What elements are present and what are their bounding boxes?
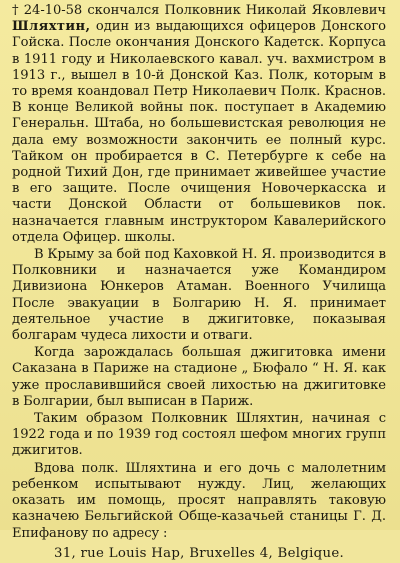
paragraph-1 [12,3,386,246]
surname: Шляхтин, [12,19,91,35]
paragraph-3: Когда зарождалась большая джигитовка имени Саказана в Париже на стадионе „ Бюфало “ Н. Я. как уже прославившийся своей лихостью на джигитовке в Болгарии, был выписан в Париж. [12,345,386,409]
intro-text: скончался Полковник Николай Яковлевич [87,3,386,18]
death-date: 24-10-58 [23,3,83,18]
paragraph-4: Таким образом Полковник Шляхтин, начиная с 1922 года и по 1939 год состоял шефом многих групп джигитов. [12,411,386,459]
dagger-mark: † [12,3,20,18]
postal-address: 31, rue Louis Hap, Bruxelles 4, Belgique. [53,545,345,561]
paragraph-1-rest: один из выдающихся офицеров Донского Гойска. После окончания Донского Кадетск. Корпуса в 1911 году и Николаевского кавал. уч. вахмистром в 1913 г., вышел в 10-й Донской Каз. Полк, которым в то время коандовал Петр Николаевич Полк. Краснов. В конце Великой войны пок. поступает в Академию Генеральн. Штаба, но большевистская революция не дала ему возможности закончить ее полный курс. Тайком он пробирается в С. Петербурге к себе на родной Тихий Дон, где принимает живейшее участие в его защите. После очищения Новочеркасска и части Донской Области от большевиков пок. назначается главным инструктором Кавалерийского отдела Офицер. школы. [12,19,387,245]
paragraph-5: Вдова полк. Шляхтина и его дочь с малолетним ребенком испытывают нужду. Лиц, желающих оказать им помощь, просят направлять таковую казначею Бельгийской Обще-казачьей станицы Г. Д. Епифанову по адресу : [12,460,386,541]
paragraph-2: В Крыму за бой под Каховкой Н. Я. производится в Полковники и назначается уже Командиром Дивизиона Юнкеров Атаман. Военного Училища После эвакуации в Болгарию Н. Я. принимает деятельное участие в джигитовке, показывая болгарам чудеса лихости и отваги. [12,247,386,344]
